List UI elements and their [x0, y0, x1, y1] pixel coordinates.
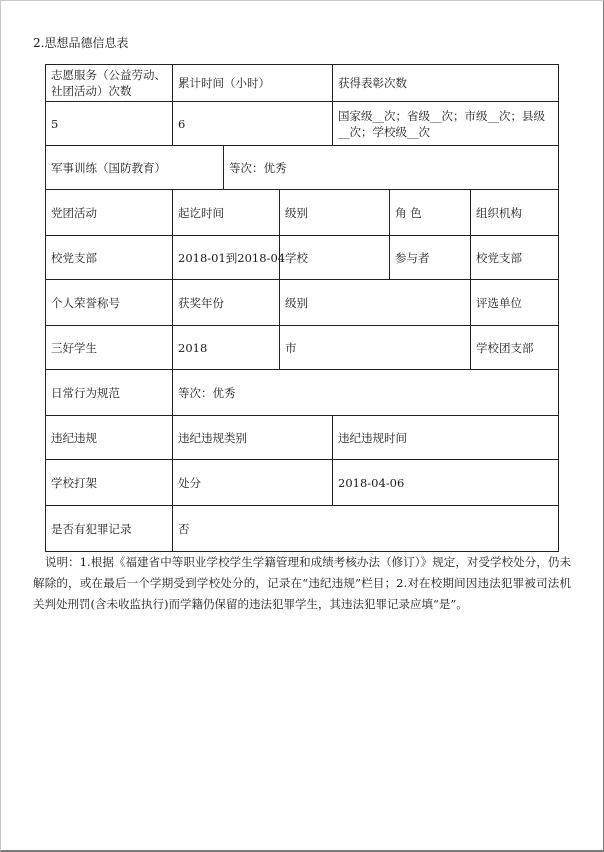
daily-label: 日常行为规范 — [46, 370, 173, 416]
party-name: 校党支部 — [46, 236, 173, 280]
discipline-label: 违纪违规 — [46, 416, 173, 460]
military-label: 军事训练（国防教育） — [46, 146, 224, 190]
honor-unit-header: 评选单位 — [471, 280, 559, 326]
volunteer-label: 志愿服务（公益劳动、社团活动）次数 — [46, 65, 173, 102]
honor-unit: 学校团支部 — [471, 326, 559, 370]
daily-grade: 等次：优秀 — [173, 370, 559, 416]
party-period: 2018-01到2018-04 — [173, 236, 280, 280]
explanation-note: 说明：1.根据《福建省中等职业学校学生学籍管理和成绩考核办法（修订）》规定，对受学校处分，仍未解除的，或在最后一个学期受到学校处分的，记录在“违纪违规”栏目；2.对在校期间因违法犯罪被司法机关判处刑罚(含未收监执行)而学籍仍保留的违法犯罪学生，其违法犯罪记录应填“是”。 — [33, 555, 571, 611]
party-level-header: 级别 — [280, 190, 390, 236]
party-period-header: 起讫时间 — [173, 190, 280, 236]
honor-level: 市 — [280, 326, 471, 370]
party-org: 校党支部 — [471, 236, 559, 280]
awards-label: 获得表彰次数 — [333, 65, 559, 102]
party-org-header: 组织机构 — [471, 190, 559, 236]
discipline-type-header: 违纪违规类别 — [173, 416, 333, 460]
party-role-header: 角 色 — [390, 190, 471, 236]
section-title: 2.思想品德信息表 — [33, 36, 129, 50]
party-label: 党团活动 — [46, 190, 173, 236]
honor-label: 个人荣誉称号 — [46, 280, 173, 326]
party-level: 学校 — [280, 236, 390, 280]
crime-value: 否 — [173, 506, 559, 552]
honor-year: 2018 — [173, 326, 280, 370]
honor-year-header: 获奖年份 — [173, 280, 280, 326]
military-grade: 等次：优秀 — [224, 146, 559, 190]
honor-name: 三好学生 — [46, 326, 173, 370]
discipline-time-header: 违纪违规时间 — [333, 416, 559, 460]
discipline-time: 2018-04-06 — [333, 460, 559, 506]
volunteer-hours: 6 — [173, 102, 333, 146]
discipline-type: 处分 — [173, 460, 333, 506]
discipline-name: 学校打架 — [46, 460, 173, 506]
honor-level-header: 级别 — [280, 280, 471, 326]
awards-value: 国家级__次；省级__次；市级__次；县级__次；学校级__次 — [333, 102, 559, 146]
volunteer-count: 5 — [46, 102, 173, 146]
party-role: 参与者 — [390, 236, 471, 280]
crime-label: 是否有犯罪记录 — [46, 506, 173, 552]
hours-label: 累计时间（小时） — [173, 65, 333, 102]
